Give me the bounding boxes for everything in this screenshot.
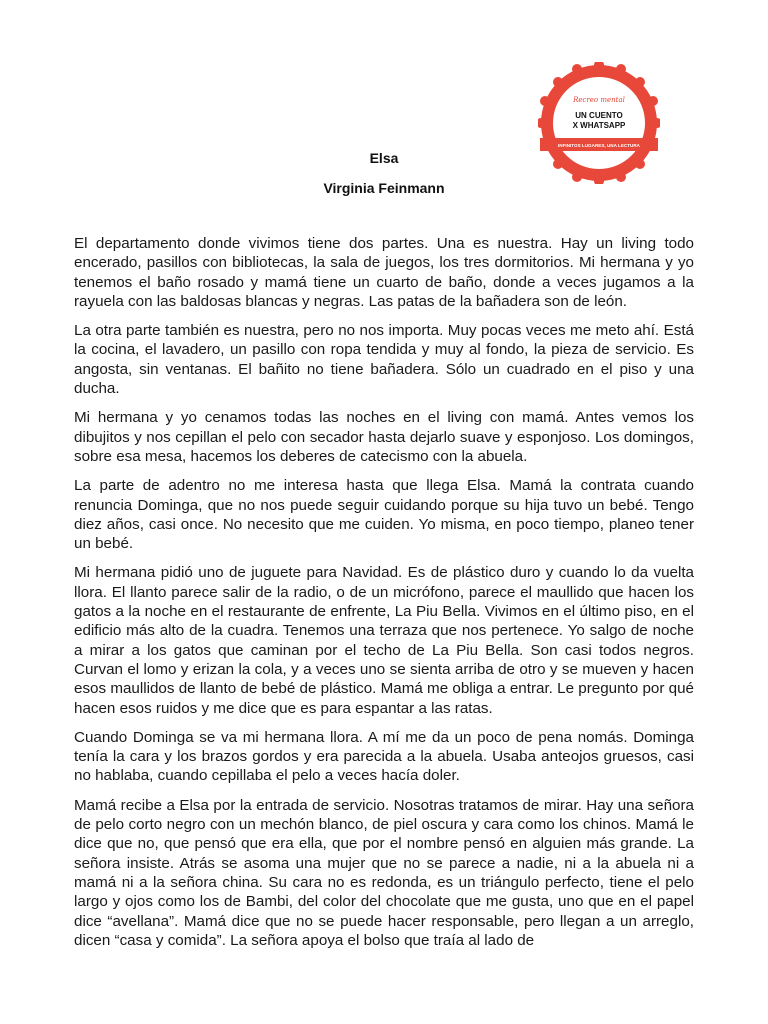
badge-top-text: Recreo mental xyxy=(573,96,625,104)
story-body xyxy=(74,234,694,960)
paragraph: Mi hermana y yo cenamos todas las noches en el living con mamá. Antes vemos los dibujitos y nos cepillan el pelo con secador hasta dejarlo suave y esponjoso. Los domingos, sobre esa mesa, hacemos los deberes de catecismo con la abuela. xyxy=(74,409,694,465)
paragraph: La parte de adentro no me interesa hasta que llega Elsa. Mamá la contrata cuando renuncia Dominga, que no nos puede seguir cuidando porque su hija tuvo un bebé. Tengo diez años, casi once. No necesito que me cuiden. Yo misma, en poco tiempo, planeo tener un bebé. xyxy=(74,477,694,553)
paragraph: Mamá recibe a Elsa por la entrada de servicio. Nosotras tratamos de mirar. Hay una señora de pelo corto negro con un mechón blanco, de piel oscura y cara como los chinos. Mamá le dice que no, que pensó que era ella, que por el nombre pensó en alguien más grande. La señora insiste. Atrás se asoma una mujer que no se parece a nadie, ni a la abuela ni a mamá ni a la señora china. Su cara no es redonda, es un triángulo perfecto, tiene el pelo largo y ojos como los de Bambi, del color del chocolate que me gusta, uno que en el papel dice “avellana”. Mamá dice que no se puede hacer responsable, pero llegan a un arreglo, dicen “casa y comida”. La señora apoya el bolso que traía al lado de xyxy=(74,796,694,949)
badge-line1: UN CUENTO xyxy=(575,111,623,120)
story-title: Elsa xyxy=(369,150,399,166)
badge-ribbon-text: INFINITOS LUGARES, UNA LECTURA xyxy=(558,143,640,148)
badge-line2: X WHATSAPP xyxy=(572,121,626,130)
paragraph: Mi hermana pidió uno de juguete para Navidad. Es de plástico duro y cuando lo da vuelta llora. El llanto parece salir de la radio, o de un micrófono, parece el maullido que hacen los gatos a la noche en el restaurante de enfrente, La Piu Bella. Vivimos en el último piso, en el edificio más alto de la cuadra. Tenemos una terraza que nos pertenece. Yo salgo de noche a mirar a los gatos que caminan por el techo de La Piu Bella. Son casi todos negros. Curvan el lomo y erizan la cola, y a veces uno se sienta arriba de otro y se mueven y hacen esos maullidos de llanto de bebé de plástico. Mamá me obliga a entrar. Le pregunto por qué hacen esos ruidos y me dice que es para espantar a las ratas. xyxy=(74,564,694,717)
paragraph: La otra parte también es nuestra, pero no nos importa. Muy pocas veces me meto ahí. Está la cocina, el lavadero, un pasillo con ropa tendida y muy al fondo, la pieza de servicio. Es angosta, sin ventanas. El bañito no tiene bañadera. Sólo un cuadrado en el piso y una ducha. xyxy=(74,322,694,398)
paragraph: El departamento donde vivimos tiene dos partes. Una es nuestra. Hay un living todo encerado, pasillos con bibliotecas, la sala de juegos, los tres dormitorios. Mi hermana y yo tenemos el baño rosado y mamá tiene un cuarto de baño, donde a veces jugamos a la rayuela con las baldosas blancas y negras. Las patas de la bañadera son de león. xyxy=(74,235,694,310)
story-author: Virginia Feinmann xyxy=(323,180,445,196)
paragraph: Cuando Dominga se va mi hermana llora. A mí me da un poco de pena nomás. Dominga tenía la cara y los brazos gordos y era parecida a la abuela. Usaba anteojos gruesos, casi no hablaba, cuando cepillaba el pelo a veces hacía doler. xyxy=(74,728,694,785)
